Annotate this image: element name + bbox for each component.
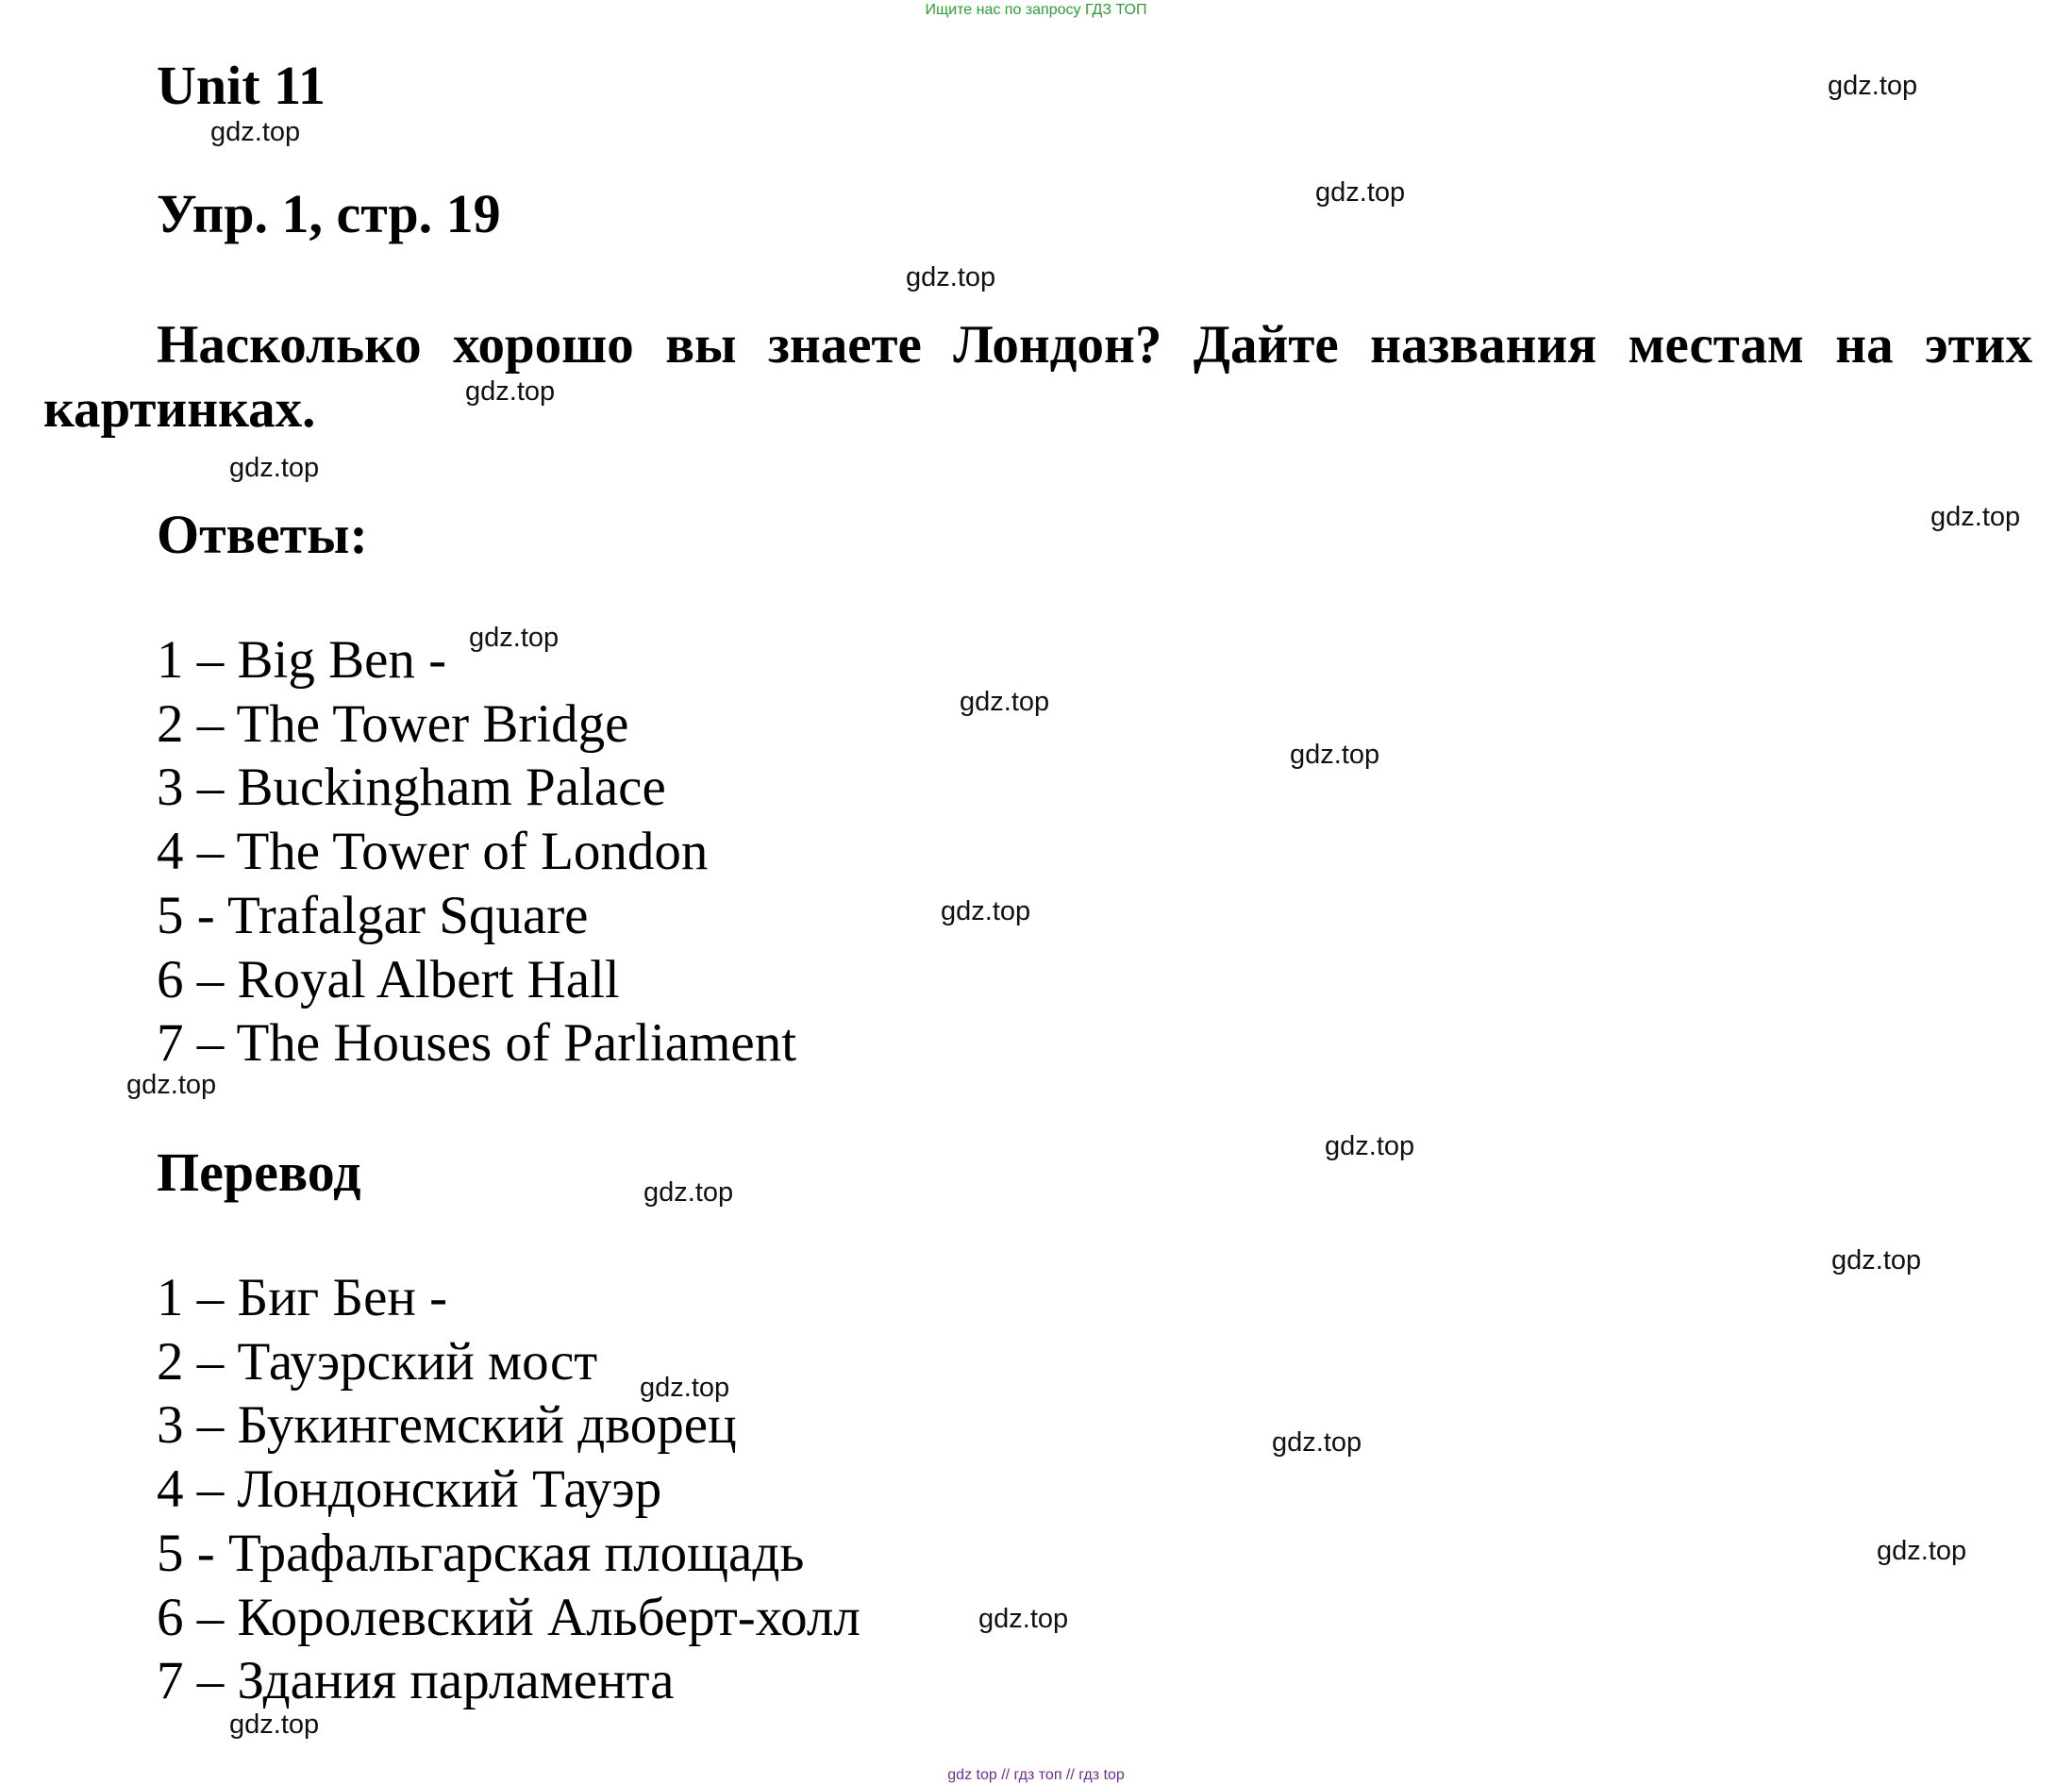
answer-item-6: 6 – Royal Albert Hall [157,950,620,1009]
watermark: gdz.top [210,117,301,147]
translation-item-7: 7 – Здания парламента [157,1651,675,1710]
answer-item-4: 4 – The Tower of London [157,822,709,881]
answer-item-2: 2 – The Tower Bridge [157,694,629,754]
exercise-title: Упр. 1, стр. 19 [157,183,501,244]
translation-item-2: 2 – Тауэрский мост [157,1332,598,1392]
watermark: gdz.top [640,1373,730,1403]
unit-title: Unit 11 [157,55,326,116]
watermark: gdz.top [1290,740,1380,770]
watermark: gdz.top [1325,1131,1415,1161]
watermark: gdz.top [126,1070,217,1100]
translation-item-3: 3 – Букингемский дворец [157,1395,737,1455]
top-banner[interactable]: Ищите нас по запросу ГДЗ ТОП [925,2,1147,18]
answers-heading: Ответы: [157,504,368,565]
watermark: gdz.top [1315,177,1406,208]
watermark: gdz.top [1831,1245,1922,1275]
watermark: gdz.top [960,687,1050,717]
watermark: gdz.top [1930,502,2021,532]
translation-item-5: 5 - Трафальгарская площадь [157,1524,805,1583]
translation-item-6: 6 – Королевский Альберт-холл [157,1588,861,1647]
translation-heading: Перевод [157,1142,361,1203]
answer-item-7: 7 – The Houses of Parliament [157,1013,797,1073]
translation-item-1: 1 – Биг Бен - [157,1268,448,1327]
watermark: gdz.top [1828,71,1918,101]
watermark: gdz.top [469,623,560,653]
bottom-banner[interactable]: gdz top // гдз топ // гдз top [947,1767,1125,1783]
answer-item-3: 3 – Buckingham Palace [157,758,666,817]
task-text: Насколько хорошо вы знаете Лондон? Дайте названия местам на этих картинках. [43,315,2032,439]
watermark: gdz.top [1877,1536,1967,1566]
watermark: gdz.top [941,896,1031,926]
watermark: gdz.top [229,453,320,483]
answer-item-1: 1 – Big Ben - [157,630,447,690]
watermark: gdz.top [978,1604,1069,1634]
translation-item-4: 4 – Лондонский Тауэр [157,1459,662,1519]
watermark: gdz.top [1272,1427,1362,1458]
watermark: gdz.top [465,376,556,407]
watermark: gdz.top [906,262,996,292]
watermark: gdz.top [229,1709,320,1740]
answer-item-5: 5 - Trafalgar Square [157,886,589,945]
watermark: gdz.top [643,1177,734,1208]
